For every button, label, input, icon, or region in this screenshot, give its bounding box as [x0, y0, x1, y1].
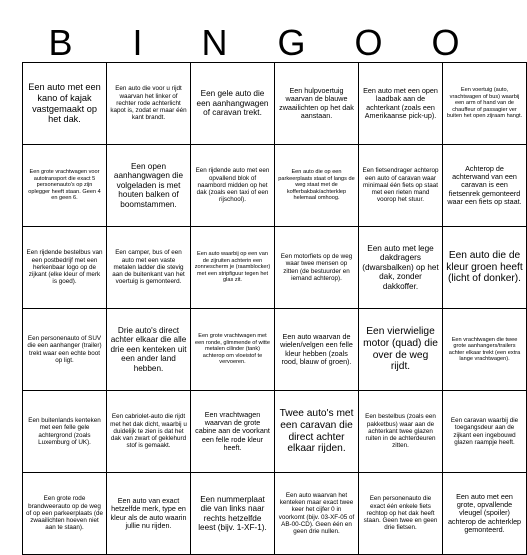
bingo-cell[interactable]: Een motorfiets op de weg waar twee mensen op zitten (de bestuurder en iemand achterop). — [275, 227, 359, 309]
bingo-cell[interactable]: Twee auto's met een caravan die direct achter elkaar rijden. — [275, 391, 359, 473]
bingo-cell[interactable]: Een auto waarvan het kenteken maar exact twee keer het cijfer 0 in voorkomt (bijv. 03-XF-05 of AB-00-CD). Geen één en geen drie nullen. — [275, 473, 359, 555]
bingo-cell[interactable]: Een personenauto of SUV die een aanhanger (trailer) trekt waar een echte boot op ligt. — [23, 309, 107, 391]
bingo-cell[interactable]: Een fietsendrager achterop een auto of caravan waar minimaal één fiets op staat met een rieten mand voorop het stuur. — [359, 145, 443, 227]
bingo-cell[interactable]: Een hulpvoertuig waarvan de blauwe zwaailichten op het dak aanstaan. — [275, 63, 359, 145]
bingo-cell[interactable]: Een auto die voor u rijdt waarvan het linker of rechter rode achterlicht kapot is, zodat er maar één kant brandt. — [107, 63, 191, 145]
bingo-cell[interactable]: Een vierwielige motor (quad) die over de weg rijdt. — [359, 309, 443, 391]
header-letter-o-2: O — [431, 22, 460, 63]
bingo-cell[interactable]: Een voertuig (auto, vrachtwagen of bus) waarbij een arm of hand van de chauffeur of passagier ver buiten het open zijraam hangt. — [443, 63, 527, 145]
bingo-cell[interactable]: Een auto met een open laadbak aan de achterkant (zoals een Amerikaanse pick-up). — [359, 63, 443, 145]
bingo-cell[interactable]: Een buitenlands kenteken met een felle gele achtergrond (zoals Luxemburg of UK). — [23, 391, 107, 473]
bingo-cell[interactable]: Een nummerplaat die van links naar rechts hetzelfde leest (bijv. 1-XF-1). — [191, 473, 275, 555]
header-letter-o: O — [354, 22, 383, 63]
bingo-cell[interactable]: Een auto met lege dakdragers (dwarsbalken) op het dak, zonder dakkoffer. — [359, 227, 443, 309]
bingo-cell[interactable]: Een vrachtwagen waarvan de grote cabine aan de voorkant een felle rode kleur heeft. — [191, 391, 275, 473]
bingo-cell[interactable]: Achterop de achterwand van een caravan is een fietsenrek gemonteerd waar een fiets op staat. — [443, 145, 527, 227]
bingo-cell[interactable]: Een grote rode brandweerauto op de weg of op een parkeerplaats (de zwaailichten hoeven niet aan te staan). — [23, 473, 107, 555]
header-letter-n: N — [201, 22, 228, 63]
bingo-row — [23, 145, 527, 227]
header-letter-i: I — [132, 22, 143, 63]
bingo-row — [23, 391, 527, 473]
bingo-cell[interactable]: Een cabriolet-auto die rijdt met het dak dicht, waarbij u duidelijk te zien is dat het dak van zwart of geklehurd stof is gemaakt. — [107, 391, 191, 473]
bingo-cell[interactable]: Een rijdende bestelbus van een postbedrijf met een herkenbaar logo op de zijkant (elke kleur of merk is goed). — [23, 227, 107, 309]
bingo-cell[interactable]: Drie auto's direct achter elkaar die alle drie een kenteken uit een ander land hebben. — [107, 309, 191, 391]
bingo-cell[interactable]: Een rijdende auto met een opvallend blok of naambord midden op het dak (zoals een taxi of een rijschool). — [191, 145, 275, 227]
header-letter-b: B — [48, 22, 73, 63]
bingo-row — [23, 63, 527, 145]
bingo-row — [23, 473, 527, 555]
header-letter-g: G — [277, 22, 306, 63]
bingo-cell[interactable]: Een auto met een grote, opvallende vleugel (spoiler) achterop de achterklep gemonteerd. — [443, 473, 527, 555]
bingo-cell[interactable]: Een auto met een kano of kajak vastgemaakt op het dak. — [23, 63, 107, 145]
bingo-row — [23, 227, 527, 309]
bingo-cell[interactable]: Een caravan waarbij die toegangsdeur aan de zijkant een ingebouwd glazen raampje heeft. — [443, 391, 527, 473]
bingo-cell[interactable]: Een auto die de kleur groen heeft (licht of donker). — [443, 227, 527, 309]
bingo-cell[interactable]: Een auto waarbij op een van de zijruiten achterin een zonnescherm je (raamblocker) met een stripfiguur tegen het glas zit. — [191, 227, 275, 309]
bingo-cell[interactable]: Een vrachtwagen die twee grote aanhangers/trailers achter elkaar trekt (een extra lange vrachtwagen). — [443, 309, 527, 391]
bingo-cell[interactable]: Een open aanhangwagen die volgeladen is met houten balken of boomstammen. — [107, 145, 191, 227]
bingo-cell[interactable]: Een auto waarvan de wielen/velgen een felle kleur hebben (zoals rood, blauw of groen). — [275, 309, 359, 391]
bingo-cell[interactable]: Een grote vrachtwagen met een ronde, glimmende of witte metalen cilinder (tank) achterop om vloeistof te vervoeren. — [191, 309, 275, 391]
bingo-grid — [22, 62, 527, 555]
bingo-cell[interactable]: Een auto die op een parkeerplaats staat of langs de weg staat met de kofferbakbak/achterklep helemaal omhoog. — [275, 145, 359, 227]
bingo-cell[interactable]: Een camper, bus of een auto met een vaste metalen ladder die stevig aan de buitenkant van het voertuig is gemonteerd. — [107, 227, 191, 309]
bingo-row — [23, 309, 527, 391]
bingo-cell[interactable]: Een personenauto die exact één enkele fiets rechtop op het dak heeft staan. Geen twee en geen drie fietsen. — [359, 473, 443, 555]
bingo-cell[interactable]: Een gele auto die een aanhangwagen of caravan trekt. — [191, 63, 275, 145]
bingo-cell[interactable]: Een bestelbus (zoals een pakketbus) waar aan de achterkant twee glazen ruiten in de achterdeuren zitten. — [359, 391, 443, 473]
bingo-cell[interactable]: Een auto van exact hetzelfde merk, type en kleur als de auto waarin jullie nu rijden. — [107, 473, 191, 555]
bingo-cell[interactable]: Een grote vrachtwagen voor autotransport die exact 5 personenauto's op zijn oplegger heeft staan. Geen 4 en geen 6. — [23, 145, 107, 227]
bingo-header — [22, 22, 484, 64]
